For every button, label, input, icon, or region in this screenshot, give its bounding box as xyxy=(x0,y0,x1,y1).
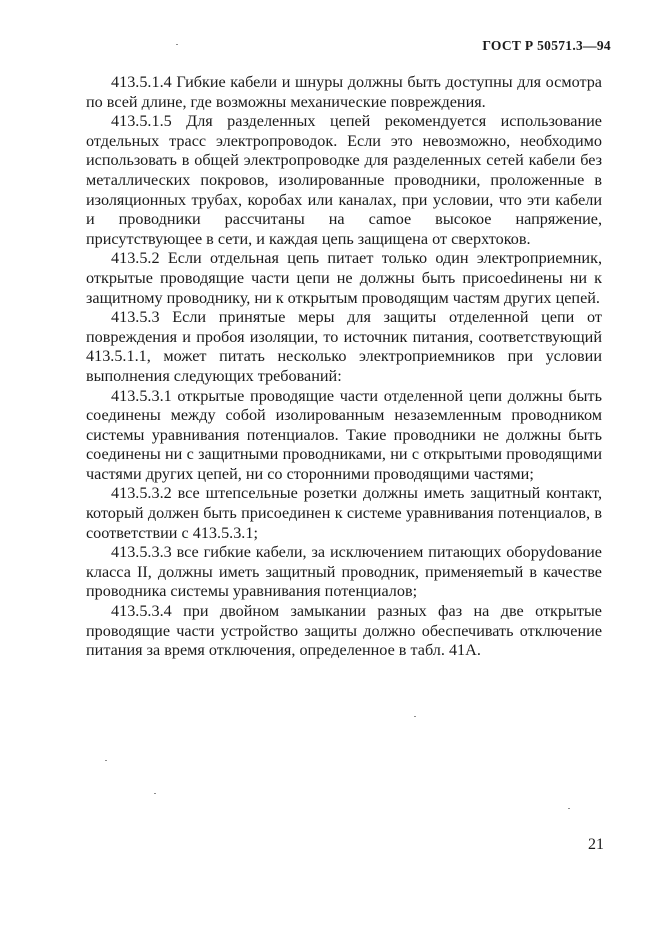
scan-speck xyxy=(568,808,570,809)
paragraph-413-5-3-1: 413.5.3.1 открытые проводящие части отделенной цепи должны быть соединены между собой изолированным незаземленным проводником системы уравнивания потенциалов. Такие проводники не должны быть соединены ни с защитными проводниками, ни с открытыми проводящими частями других цепей, ни со сторонними проводящими частями; xyxy=(86,386,602,483)
paragraph-413-5-3-3: 413.5.3.3 все гибкие кабели, за исключением питающих оборуdование класса II, должны иметь защитный проводник, применяеmый в качестве проводника системы уравнивания потенциалов; xyxy=(86,543,602,601)
page-number: 21 xyxy=(588,836,604,853)
scan-speck xyxy=(176,44,178,45)
body-text xyxy=(86,73,602,661)
scan-speck xyxy=(154,793,156,794)
paragraph-413-5-1-5: 413.5.1.5 Для разделенных цепей рекомендуется использование отдельных трасс электропроводок. Если это невозможно, необходимо использовать в общей электропроводке для разделенных сетей кабели без металлических покровов, изолированные проводники, проложенные в изоляционных трубах, коробах или каналах, при условии, что эти кабели и проводники рассчитаны на саmое высокое напряжение, присутствующее в сети, и каждая цепь защищена от сверхтоков. xyxy=(86,112,602,248)
scan-speck xyxy=(105,760,107,761)
paragraph-413-5-1-4: 413.5.1.4 Гибкие кабели и шнуры должны быть доступны для осмотра по всей длине, где возможны механические повреждения. xyxy=(86,73,602,111)
paragraph-413-5-3-2: 413.5.3.2 все штепсельные розетки должны иметь защитный контакт, который должен быть присоединен к системе уравнивания потенциалов, в соответствии с 413.5.3.1; xyxy=(86,484,602,542)
paragraph-413-5-3-4: 413.5.3.4 при двойном замыкании разных фаз на две открытые проводящие части устройство защиты должно обеспечивать отключение питания за время отключения, определенное в табл. 41А. xyxy=(86,602,602,660)
paragraph-413-5-2: 413.5.2 Если отдельная цепь питает только один электроприемник, открытые проводящие части цепи не должны быть присоеdинены ни к защитному проводнику, ни к открытым проводящим частям других цепей. xyxy=(86,249,602,307)
scan-speck xyxy=(414,716,416,717)
document-header: ГОСТ Р 50571.3—94 xyxy=(482,38,611,53)
paragraph-413-5-3: 413.5.3 Если принятые меры для защиты отделенной цепи от повреждения и пробоя изоляции, то источник питания, соответствующий 413.5.1.1, может питать несколько электроприемников при условии выполнения следующих требований: xyxy=(86,308,602,385)
